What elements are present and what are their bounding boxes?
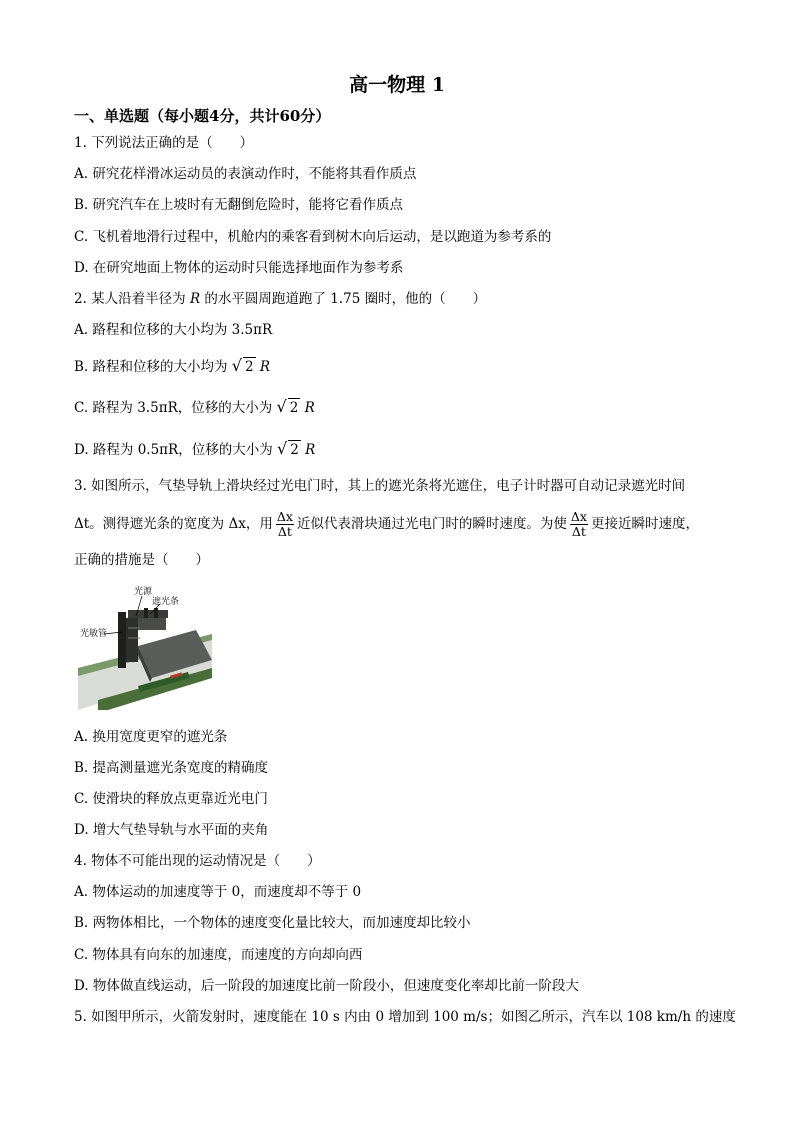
sqrt-argument: 2 [289, 400, 299, 416]
q3-stem-line3: 正确的措施是（ ） [74, 552, 209, 568]
dx-over-dt-fraction [570, 510, 588, 539]
q2-option-a: A. 路程和位移的大小均为 3.5πR [74, 322, 273, 338]
q2-option-b [74, 357, 270, 376]
radius-symbol: R [304, 400, 315, 416]
q1-option-d: D. 在研究地面上物体的运动时只能选择地面作为参考系 [74, 260, 404, 276]
sqrt-symbol: √ [276, 397, 287, 416]
fraction-numerator: Δx [276, 509, 293, 524]
dx-over-dt-fraction [276, 510, 294, 539]
q2-stem-post: 的水平圆周跑道跑了 1.75 圈时，他的（ ） [200, 291, 487, 307]
q1-option-a: A. 研究花样滑冰运动员的表演动作时，不能将其看作质点 [74, 166, 417, 182]
q3-option-d: D. 增大气垫导轨与水平面的夹角 [74, 822, 269, 838]
q2-stem-radius: R [189, 291, 201, 307]
q1-option-b: B. 研究汽车在上坡时有无翻倒危险时，能将它看作质点 [74, 197, 404, 213]
q2-option-c-text: C. 路程为 3.5πR，位移的大小为 [74, 400, 277, 416]
sqrt-argument: 2 [245, 359, 254, 375]
q3-option-a: A. 换用宽度更窄的遮光条 [74, 729, 228, 745]
shade-strip-label: 遮光条 [152, 597, 180, 607]
q4-option-c: C. 物体具有向东的加速度，而速度的方向却向西 [74, 947, 363, 963]
q3-option-c: C. 使滑块的释放点更靠近光电门 [74, 791, 268, 807]
q2-option-c [74, 398, 315, 417]
radius-symbol: R [305, 442, 316, 458]
q4-option-d: D. 物体做直线运动，后一阶段的加速度比前一阶段小，但速度变化率却比前一阶段大 [74, 978, 579, 994]
q2-stem [74, 290, 486, 308]
q5-stem: 5. 如图甲所示，火箭发射时，速度能在 10 s 内由 0 增加到 100 m/s；如图乙所示，汽车以 108 km/h 的速度 [74, 1009, 736, 1025]
light-source-label: 光源 [134, 587, 153, 597]
q3-line2-part-c: 更接近瞬时速度， [590, 516, 699, 532]
phototube-label: 光敏管 [80, 629, 108, 639]
section-heading: 一、单选题（每小题4分，共计60分） [74, 107, 331, 125]
q3-option-b: B. 提高测量遮光条宽度的精确度 [74, 760, 269, 776]
q1-stem: 1. 下列说法正确的是（ ） [74, 135, 254, 151]
q2-stem-pre: 2. 某人沿着半径为 [74, 291, 190, 307]
sqrt-argument: 2 [290, 442, 299, 458]
q1-option-c: C. 飞机着地滑行过程中，机舱内的乘客看到树木向后运动，是以跑道为参考系的 [74, 229, 552, 245]
q2-option-d [74, 440, 315, 459]
fraction-denominator: Δt [571, 524, 586, 539]
q2-option-b-text: B. 路程和位移的大小均为 [74, 359, 232, 375]
q4-stem: 4. 物体不可能出现的运动情况是（ ） [74, 853, 321, 869]
fraction-denominator: Δt [277, 524, 292, 539]
page-title: 高一物理 1 [349, 74, 445, 96]
q3-stem-line2 [74, 510, 699, 539]
sqrt-symbol: √ [277, 439, 288, 458]
q2-option-d-text: D. 路程为 0.5πR，位移的大小为 [74, 442, 278, 458]
air-track-photo [78, 582, 212, 710]
radius-symbol: R [259, 359, 271, 375]
q4-option-b: B. 两物体相比，一个物体的速度变化量比较大，而加速度却比较小 [74, 915, 471, 931]
q3-line2-part-b: 近似代表滑块通过光电门时的瞬时速度。为使 [296, 516, 567, 532]
q3-stem-line1: 3. 如图所示，气垫导轨上滑块经过光电门时，其上的遮光条将光遮住，电子计时器可自动记录遮光时间 [74, 478, 686, 494]
photogate-figure [78, 582, 212, 710]
fraction-numerator: Δx [570, 509, 587, 524]
sqrt-symbol: √ [231, 356, 242, 375]
q3-line2-part-a: Δt。测得遮光条的宽度为 Δx，用 [74, 516, 273, 532]
q4-option-a: A. 物体运动的加速度等于 0，而速度却不等于 0 [74, 884, 362, 900]
